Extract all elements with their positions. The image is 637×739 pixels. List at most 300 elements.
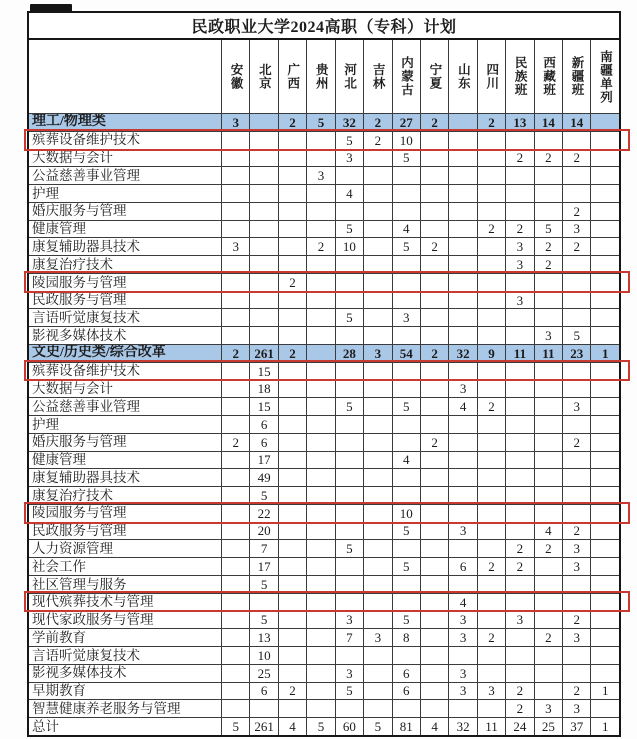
value-cell bbox=[364, 594, 392, 611]
value-cell bbox=[506, 487, 534, 504]
value-cell bbox=[506, 380, 534, 397]
column-header bbox=[591, 40, 618, 113]
value-cell: 2 bbox=[279, 114, 307, 131]
value-cell: 28 bbox=[336, 345, 364, 362]
value-cell bbox=[449, 292, 477, 309]
value-cell: 5 bbox=[307, 718, 335, 735]
value-cell bbox=[591, 380, 618, 397]
table-row bbox=[29, 221, 619, 239]
value-cell: 13 bbox=[506, 114, 534, 131]
value-cell bbox=[393, 256, 421, 273]
value-cell bbox=[250, 185, 278, 202]
category-row bbox=[29, 345, 619, 363]
value-cell bbox=[563, 363, 591, 380]
value-cell: 4 bbox=[393, 452, 421, 469]
value-cell bbox=[307, 629, 335, 646]
value-cell bbox=[393, 292, 421, 309]
value-cell bbox=[393, 576, 421, 593]
value-cell bbox=[591, 274, 618, 291]
table-row bbox=[29, 150, 619, 168]
value-cell: 9 bbox=[478, 345, 506, 362]
value-cell: 2 bbox=[364, 132, 392, 149]
value-cell bbox=[364, 398, 392, 415]
value-cell bbox=[421, 203, 449, 220]
value-cell: 10 bbox=[336, 238, 364, 255]
value-cell bbox=[591, 558, 618, 575]
value-cell: 2 bbox=[535, 238, 563, 255]
value-cell bbox=[307, 274, 335, 291]
value-cell bbox=[535, 363, 563, 380]
table-row bbox=[29, 647, 619, 665]
value-cell bbox=[307, 185, 335, 202]
value-cell bbox=[279, 398, 307, 415]
row-label: 护理 bbox=[29, 185, 222, 202]
value-cell: 11 bbox=[506, 345, 534, 362]
value-cell bbox=[364, 203, 392, 220]
value-cell bbox=[478, 309, 506, 326]
value-cell bbox=[421, 700, 449, 717]
value-cell: 14 bbox=[535, 114, 563, 131]
value-cell bbox=[535, 167, 563, 184]
value-cell bbox=[222, 683, 250, 700]
column-header bbox=[250, 40, 278, 113]
value-cell bbox=[393, 647, 421, 664]
value-cell: 10 bbox=[393, 132, 421, 149]
value-cell: 3 bbox=[449, 611, 477, 628]
table-row bbox=[29, 380, 619, 398]
value-cell bbox=[364, 185, 392, 202]
value-cell bbox=[478, 363, 506, 380]
value-cell bbox=[478, 416, 506, 433]
value-cell bbox=[535, 505, 563, 522]
value-cell bbox=[279, 576, 307, 593]
table-row bbox=[29, 327, 619, 345]
value-cell bbox=[279, 238, 307, 255]
value-cell: 2 bbox=[563, 523, 591, 540]
value-cell bbox=[478, 540, 506, 557]
value-cell bbox=[307, 221, 335, 238]
value-cell bbox=[222, 185, 250, 202]
table-row bbox=[29, 416, 619, 434]
value-cell bbox=[222, 505, 250, 522]
column-header-label: 安徽 bbox=[228, 63, 243, 90]
value-cell bbox=[250, 238, 278, 255]
value-cell: 2 bbox=[478, 558, 506, 575]
value-cell bbox=[279, 327, 307, 344]
value-cell bbox=[250, 274, 278, 291]
value-cell bbox=[478, 238, 506, 255]
value-cell: 3 bbox=[506, 238, 534, 255]
table-row bbox=[29, 683, 619, 701]
value-cell bbox=[449, 363, 477, 380]
value-cell: 5 bbox=[336, 132, 364, 149]
value-cell: 32 bbox=[336, 114, 364, 131]
value-cell: 15 bbox=[250, 363, 278, 380]
value-cell bbox=[478, 167, 506, 184]
value-cell bbox=[449, 540, 477, 557]
value-cell: 6 bbox=[393, 665, 421, 682]
value-cell bbox=[393, 416, 421, 433]
value-cell bbox=[449, 434, 477, 451]
row-label: 护理 bbox=[29, 416, 222, 433]
value-cell bbox=[222, 523, 250, 540]
table-row bbox=[29, 203, 619, 221]
row-label: 康复治疗技术 bbox=[29, 487, 222, 504]
value-cell bbox=[421, 594, 449, 611]
value-cell: 25 bbox=[535, 718, 563, 735]
value-cell bbox=[478, 292, 506, 309]
row-label: 影视多媒体技术 bbox=[29, 665, 222, 682]
value-cell bbox=[279, 523, 307, 540]
value-cell bbox=[336, 167, 364, 184]
value-cell bbox=[506, 629, 534, 646]
value-cell bbox=[478, 505, 506, 522]
column-header bbox=[478, 40, 506, 113]
value-cell bbox=[421, 380, 449, 397]
value-cell bbox=[393, 540, 421, 557]
row-label: 公益慈善事业管理 bbox=[29, 167, 222, 184]
value-cell bbox=[506, 327, 534, 344]
column-header bbox=[449, 40, 477, 113]
value-cell: 3 bbox=[222, 238, 250, 255]
value-cell bbox=[421, 221, 449, 238]
value-cell bbox=[364, 363, 392, 380]
value-cell: 17 bbox=[250, 558, 278, 575]
value-cell bbox=[535, 292, 563, 309]
value-cell bbox=[307, 309, 335, 326]
value-cell: 5 bbox=[336, 309, 364, 326]
value-cell bbox=[279, 594, 307, 611]
value-cell bbox=[336, 274, 364, 291]
value-cell bbox=[336, 523, 364, 540]
value-cell bbox=[506, 594, 534, 611]
value-cell bbox=[478, 185, 506, 202]
value-cell bbox=[222, 700, 250, 717]
value-cell bbox=[506, 363, 534, 380]
table-row bbox=[29, 576, 619, 594]
value-cell bbox=[449, 452, 477, 469]
value-cell: 2 bbox=[563, 611, 591, 628]
value-cell: 2 bbox=[478, 398, 506, 415]
value-cell bbox=[478, 665, 506, 682]
value-cell: 5 bbox=[393, 150, 421, 167]
value-cell bbox=[421, 150, 449, 167]
value-cell bbox=[336, 647, 364, 664]
row-label: 健康管理 bbox=[29, 452, 222, 469]
value-cell bbox=[591, 132, 618, 149]
value-cell bbox=[222, 611, 250, 628]
value-cell bbox=[563, 505, 591, 522]
value-cell bbox=[591, 203, 618, 220]
value-cell bbox=[279, 647, 307, 664]
column-header bbox=[222, 40, 250, 113]
value-cell bbox=[250, 114, 278, 131]
value-cell: 3 bbox=[535, 327, 563, 344]
value-cell bbox=[364, 540, 392, 557]
value-cell bbox=[449, 203, 477, 220]
value-cell bbox=[591, 398, 618, 415]
value-cell bbox=[478, 132, 506, 149]
value-cell bbox=[506, 398, 534, 415]
value-cell bbox=[421, 487, 449, 504]
value-cell: 32 bbox=[449, 345, 477, 362]
plan-table bbox=[27, 11, 621, 737]
value-cell: 2 bbox=[506, 558, 534, 575]
value-cell bbox=[535, 416, 563, 433]
table-row bbox=[29, 256, 619, 274]
value-cell: 60 bbox=[336, 718, 364, 735]
column-header-label: 吉林 bbox=[371, 63, 386, 90]
row-label: 殡葬设备维护技术 bbox=[29, 363, 222, 380]
value-cell bbox=[364, 558, 392, 575]
value-cell bbox=[506, 469, 534, 486]
value-cell: 3 bbox=[393, 309, 421, 326]
column-header-label: 四川 bbox=[484, 63, 499, 90]
value-cell bbox=[506, 309, 534, 326]
row-label: 康复治疗技术 bbox=[29, 256, 222, 273]
value-cell bbox=[421, 469, 449, 486]
value-cell bbox=[336, 292, 364, 309]
value-cell bbox=[393, 434, 421, 451]
row-label: 言语听觉康复技术 bbox=[29, 309, 222, 326]
value-cell: 6 bbox=[250, 416, 278, 433]
row-label: 康复辅助器具技术 bbox=[29, 238, 222, 255]
value-cell bbox=[364, 274, 392, 291]
value-cell bbox=[222, 327, 250, 344]
value-cell bbox=[250, 132, 278, 149]
value-cell bbox=[336, 700, 364, 717]
value-cell bbox=[591, 611, 618, 628]
column-header bbox=[336, 40, 364, 113]
value-cell bbox=[279, 665, 307, 682]
value-cell bbox=[478, 576, 506, 593]
value-cell bbox=[250, 292, 278, 309]
total-row bbox=[29, 718, 619, 735]
value-cell: 3 bbox=[535, 700, 563, 717]
value-cell: 5 bbox=[336, 398, 364, 415]
value-cell bbox=[279, 167, 307, 184]
value-cell: 4 bbox=[421, 718, 449, 735]
table-row bbox=[29, 434, 619, 452]
value-cell: 13 bbox=[250, 629, 278, 646]
row-label: 大数据与会计 bbox=[29, 150, 222, 167]
value-cell bbox=[478, 647, 506, 664]
value-cell bbox=[222, 487, 250, 504]
value-cell bbox=[307, 416, 335, 433]
value-cell bbox=[307, 611, 335, 628]
value-cell: 3 bbox=[449, 629, 477, 646]
value-cell bbox=[393, 594, 421, 611]
column-header-label: 贵州 bbox=[314, 63, 329, 90]
value-cell bbox=[421, 292, 449, 309]
column-header-label: 民族班 bbox=[513, 56, 528, 97]
value-cell bbox=[364, 611, 392, 628]
value-cell: 22 bbox=[250, 505, 278, 522]
value-cell: 37 bbox=[563, 718, 591, 735]
value-cell bbox=[591, 416, 618, 433]
value-cell bbox=[421, 167, 449, 184]
value-cell: 2 bbox=[535, 629, 563, 646]
value-cell bbox=[279, 700, 307, 717]
value-cell bbox=[307, 380, 335, 397]
value-cell bbox=[449, 238, 477, 255]
value-cell bbox=[591, 256, 618, 273]
value-cell bbox=[250, 256, 278, 273]
value-cell: 5 bbox=[336, 221, 364, 238]
value-cell: 11 bbox=[535, 345, 563, 362]
table-row bbox=[29, 363, 619, 381]
value-cell bbox=[563, 665, 591, 682]
row-label: 社区管理与服务 bbox=[29, 576, 222, 593]
value-cell bbox=[535, 185, 563, 202]
row-label: 社会工作 bbox=[29, 558, 222, 575]
table-row bbox=[29, 238, 619, 256]
value-cell bbox=[506, 523, 534, 540]
value-cell bbox=[364, 434, 392, 451]
value-cell bbox=[478, 327, 506, 344]
value-cell bbox=[336, 256, 364, 273]
value-cell bbox=[364, 221, 392, 238]
value-cell bbox=[421, 309, 449, 326]
table-row bbox=[29, 629, 619, 647]
value-cell bbox=[364, 309, 392, 326]
value-cell bbox=[591, 487, 618, 504]
value-cell bbox=[421, 683, 449, 700]
value-cell bbox=[307, 203, 335, 220]
row-label: 公益慈善事业管理 bbox=[29, 398, 222, 415]
value-cell bbox=[478, 452, 506, 469]
value-cell bbox=[393, 185, 421, 202]
row-label: 文史/历史类/综合改革 bbox=[29, 345, 222, 362]
value-cell: 32 bbox=[449, 718, 477, 735]
value-cell bbox=[449, 274, 477, 291]
value-cell bbox=[591, 238, 618, 255]
value-cell bbox=[279, 452, 307, 469]
value-cell: 2 bbox=[535, 540, 563, 557]
value-cell: 2 bbox=[506, 683, 534, 700]
value-cell bbox=[222, 398, 250, 415]
value-cell bbox=[222, 167, 250, 184]
value-cell bbox=[336, 203, 364, 220]
value-cell bbox=[279, 416, 307, 433]
value-cell bbox=[393, 469, 421, 486]
row-label: 陵园服务与管理 bbox=[29, 505, 222, 522]
value-cell: 3 bbox=[364, 629, 392, 646]
value-cell bbox=[364, 380, 392, 397]
value-cell: 3 bbox=[307, 167, 335, 184]
value-cell bbox=[222, 274, 250, 291]
row-label: 现代家政服务与管理 bbox=[29, 611, 222, 628]
value-cell bbox=[591, 594, 618, 611]
value-cell: 5 bbox=[535, 221, 563, 238]
value-cell bbox=[563, 594, 591, 611]
value-cell bbox=[478, 203, 506, 220]
row-label: 早期教育 bbox=[29, 683, 222, 700]
value-cell bbox=[336, 487, 364, 504]
table-row bbox=[29, 505, 619, 523]
value-cell bbox=[421, 665, 449, 682]
row-label: 殡葬设备维护技术 bbox=[29, 132, 222, 149]
table-row bbox=[29, 398, 619, 416]
value-cell bbox=[563, 469, 591, 486]
value-cell bbox=[364, 700, 392, 717]
value-cell: 5 bbox=[307, 114, 335, 131]
value-cell bbox=[336, 380, 364, 397]
value-cell bbox=[421, 540, 449, 557]
value-cell bbox=[506, 274, 534, 291]
value-cell: 4 bbox=[279, 718, 307, 735]
value-cell bbox=[250, 221, 278, 238]
value-cell bbox=[591, 540, 618, 557]
row-label: 大数据与会计 bbox=[29, 380, 222, 397]
value-cell bbox=[478, 611, 506, 628]
value-cell bbox=[478, 487, 506, 504]
value-cell: 2 bbox=[222, 345, 250, 362]
value-cell bbox=[307, 683, 335, 700]
value-cell: 49 bbox=[250, 469, 278, 486]
value-cell bbox=[364, 647, 392, 664]
value-cell: 5 bbox=[222, 718, 250, 735]
value-cell: 4 bbox=[449, 398, 477, 415]
value-cell bbox=[222, 203, 250, 220]
value-cell bbox=[563, 167, 591, 184]
row-label: 总计 bbox=[29, 718, 222, 735]
value-cell bbox=[563, 452, 591, 469]
header-row bbox=[29, 40, 619, 114]
value-cell bbox=[222, 363, 250, 380]
value-cell: 2 bbox=[506, 540, 534, 557]
value-cell bbox=[591, 523, 618, 540]
value-cell bbox=[563, 256, 591, 273]
value-cell bbox=[535, 203, 563, 220]
column-header bbox=[307, 40, 335, 113]
value-cell: 3 bbox=[506, 292, 534, 309]
value-cell: 5 bbox=[250, 611, 278, 628]
table-row bbox=[29, 132, 619, 150]
value-cell bbox=[307, 540, 335, 557]
value-cell bbox=[307, 292, 335, 309]
value-cell bbox=[336, 469, 364, 486]
value-cell bbox=[250, 167, 278, 184]
column-header-label: 西藏班 bbox=[541, 56, 556, 97]
value-cell bbox=[222, 416, 250, 433]
value-cell: 2 bbox=[279, 683, 307, 700]
table-row bbox=[29, 594, 619, 612]
value-cell bbox=[336, 363, 364, 380]
table-row bbox=[29, 185, 619, 203]
value-cell bbox=[222, 256, 250, 273]
value-cell bbox=[421, 327, 449, 344]
value-cell bbox=[449, 505, 477, 522]
value-cell: 5 bbox=[364, 718, 392, 735]
table-row bbox=[29, 292, 619, 310]
value-cell: 2 bbox=[563, 150, 591, 167]
value-cell: 1 bbox=[601, 683, 609, 699]
value-cell bbox=[506, 203, 534, 220]
value-cell: 261 bbox=[250, 345, 278, 362]
value-cell bbox=[449, 327, 477, 344]
value-cell bbox=[250, 150, 278, 167]
value-cell: 2 bbox=[421, 345, 449, 362]
value-cell: 5 bbox=[336, 683, 364, 700]
value-cell bbox=[449, 416, 477, 433]
value-cell bbox=[279, 505, 307, 522]
value-cell: 3 bbox=[449, 683, 477, 700]
value-cell: 10 bbox=[250, 647, 278, 664]
value-cell bbox=[222, 576, 250, 593]
value-cell: 4 bbox=[449, 594, 477, 611]
value-cell bbox=[563, 274, 591, 291]
